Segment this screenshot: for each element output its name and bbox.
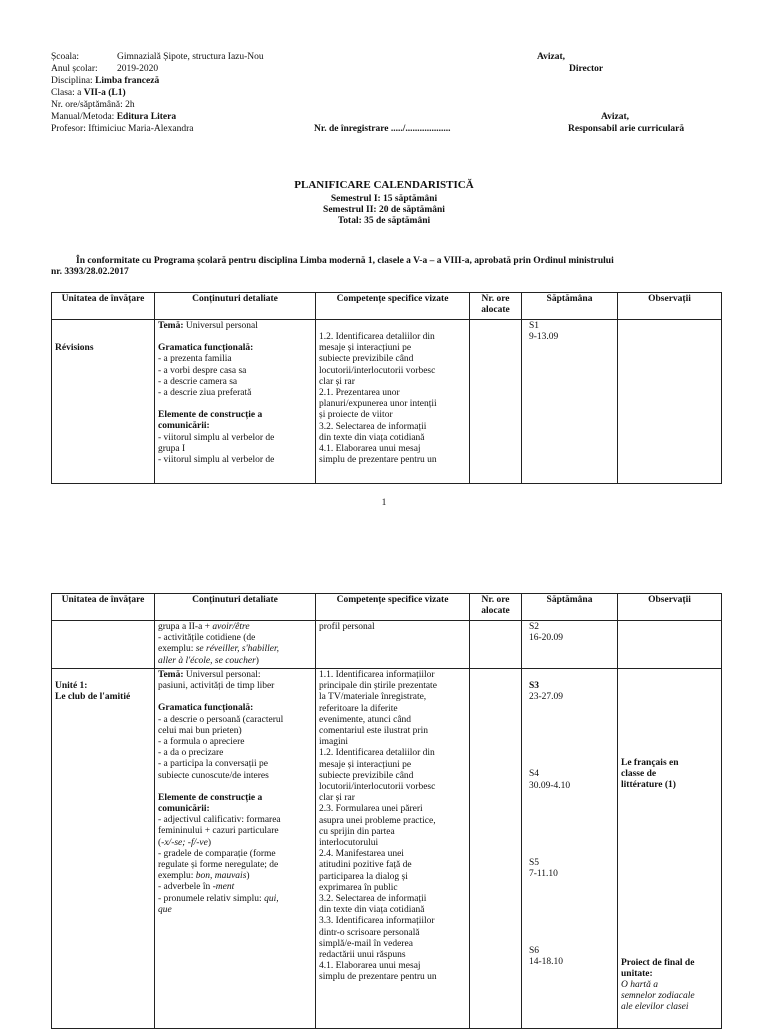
manual-value: Editura Litera xyxy=(116,112,177,122)
text-line: locutorii/interlocutorii vorbesc xyxy=(319,782,436,793)
manual-label: Manual/Metoda: xyxy=(51,112,115,122)
text-line: simplă/e-mail în vederea xyxy=(319,938,413,949)
line-text: Gramatica funcțională: xyxy=(158,703,254,714)
col-competence: Competențe specifice vizate xyxy=(316,594,470,621)
content-line xyxy=(158,715,312,726)
text-line: locutorii/interlocutorii vorbesc xyxy=(319,365,436,376)
total-weeks: Total: 35 de săptămâni xyxy=(337,216,431,226)
text-line: classe de xyxy=(621,769,657,780)
content-cell xyxy=(155,669,316,1029)
col-week: Săptămâna xyxy=(522,594,618,621)
text-line: 16-20.09 xyxy=(529,633,564,644)
intro-line-2: nr. 3393/28.02.2017 xyxy=(51,267,129,277)
content-line xyxy=(158,444,312,455)
line-text: - a participa la conversații pe xyxy=(158,759,268,770)
director-label: Director xyxy=(569,64,604,74)
discipline-label: Disciplina: xyxy=(51,76,93,86)
week-dates: 14-18.10 xyxy=(529,957,564,968)
text-line: și proiecte de viitor xyxy=(319,410,393,421)
table-header-row xyxy=(52,594,722,621)
col-hours: Nr. ore alocate xyxy=(470,594,522,621)
text-line: clar și rar xyxy=(319,793,355,804)
week-label: S5 xyxy=(529,857,540,868)
week-dates: 23-27.09 xyxy=(529,692,564,703)
text-line: dintr-o scrisoare personală xyxy=(319,927,420,938)
class-value: VII-a (L1) xyxy=(83,88,126,98)
text-line: comentariul este ilustrat prin xyxy=(319,726,428,737)
line-text: celui mai bun prieten) xyxy=(158,725,242,736)
line-text: - gradele de comparație (forme xyxy=(158,848,276,859)
content-line xyxy=(158,771,312,782)
discipline-value: Limba franceză xyxy=(95,76,160,86)
text-line: evenimente, atunci când xyxy=(319,714,412,725)
text-line: 2.3. Formularea unei păreri xyxy=(319,804,423,815)
text-line: Proiect de final de xyxy=(621,957,695,968)
content-line xyxy=(158,670,312,681)
semester-1: Semestrul I: 15 săptămâni xyxy=(330,194,438,204)
line-text: - viitorul simplu al verbelor de xyxy=(158,455,275,466)
line-text: - a vorbi despre casa sa xyxy=(158,365,247,376)
line-tail: ) xyxy=(246,871,250,882)
content-line xyxy=(158,726,312,737)
avizat-director: Avizat, xyxy=(537,52,566,62)
content-line xyxy=(158,366,312,377)
text-line: imagini xyxy=(319,737,349,748)
content-line xyxy=(158,321,312,332)
text-line: O hartă a xyxy=(621,980,658,991)
line-text: comunicării: xyxy=(158,804,210,815)
text-line: din texte din viața cotidiană xyxy=(319,905,425,916)
text-line: mesaje și interacțiuni pe xyxy=(319,343,412,354)
text-line: clar și rar xyxy=(319,376,355,387)
hours-line: Nr. ore/săptămână: 2h xyxy=(51,100,135,110)
content-cell xyxy=(155,621,316,669)
page-title: PLANIFICARE CALENDARISTICĂ xyxy=(294,179,474,191)
content-line xyxy=(158,692,312,703)
text-line: redactării unui răspuns xyxy=(319,950,406,961)
hours-cell xyxy=(470,669,522,1029)
content-line xyxy=(158,782,312,793)
table-header-row xyxy=(52,293,722,320)
text-line: S2 xyxy=(529,622,540,632)
content-line xyxy=(158,815,312,826)
line-text: grupa I xyxy=(158,443,186,454)
line-text: Elemente de construcție a xyxy=(158,410,263,421)
text-line: principale din știrile prezentate xyxy=(319,681,437,692)
year-value: 2019-2020 xyxy=(117,64,159,74)
content-line xyxy=(158,343,312,354)
line-text: femininului + cazuri particulare xyxy=(158,826,279,837)
text-line: Le français en xyxy=(621,758,679,768)
text-line: unitate: xyxy=(621,968,653,979)
line-text: regulate și forme neregulate; de xyxy=(158,860,279,871)
line-tail: ) xyxy=(207,837,212,848)
text-line: simplu de prezentare pentru un xyxy=(319,455,437,466)
text-line: ale elevilor clasei xyxy=(621,1002,689,1013)
responsabil-label: Responsabil arie curriculară xyxy=(568,124,685,134)
text-line: semnelor zodiacale xyxy=(621,991,695,1002)
content-line xyxy=(158,894,312,905)
text-line: interlocutorului xyxy=(319,838,379,849)
col-content: Conținuturi detaliate xyxy=(155,293,316,320)
obs-cell xyxy=(618,621,722,669)
content-line xyxy=(158,838,312,849)
line-italic: se réveiller, s'habiller, xyxy=(195,644,280,655)
col-week: Săptămâna xyxy=(522,293,618,320)
col-unit: Unitatea de învățare xyxy=(52,594,155,621)
line-italic: aller à l'école, se coucher xyxy=(158,655,256,666)
week-cell xyxy=(522,669,618,1029)
line-text: - a descrie ziua preferată xyxy=(158,388,252,399)
text-line: littérature (1) xyxy=(621,780,676,791)
col-obs: Observații xyxy=(618,594,722,621)
teacher-line: Profesor: Iftimiciuc Maria-Alexandra xyxy=(51,124,194,134)
planning-table-page-2 xyxy=(51,593,722,1029)
hours-cell xyxy=(470,621,522,669)
class-line xyxy=(51,88,126,99)
line-tail: ) xyxy=(255,655,259,666)
text-line: 4.1. Elaborarea unui mesaj xyxy=(319,444,421,455)
year-label: Anul școlar: xyxy=(51,64,98,74)
line-italic: avoir/être xyxy=(212,622,250,632)
text-line: 3.2. Selectarea de informații xyxy=(319,421,427,432)
unit-cell xyxy=(52,320,155,484)
text-line: asupra unei probleme practice, xyxy=(319,815,436,826)
unit-revisions: Révisions xyxy=(55,343,94,353)
text-line: 1.2. Identificarea detaliilor din xyxy=(319,332,435,342)
content-line xyxy=(158,871,312,882)
unit-cell xyxy=(52,621,155,669)
line-text: - adverbele în xyxy=(158,882,213,893)
line-italic: que xyxy=(158,904,172,915)
hours-cell xyxy=(470,320,522,484)
text-line: simplu de prezentare pentru un xyxy=(319,972,437,983)
unit-title: Unité 1: xyxy=(55,681,88,691)
week-label: S6 xyxy=(529,946,540,957)
text-line: 9-13.09 xyxy=(529,332,559,343)
line-text: grupa a II-a + xyxy=(158,622,213,632)
planning-table-page-1 xyxy=(51,292,722,484)
line-text: Temă: xyxy=(158,670,186,680)
semester-2: Semestrul II: 20 de săptămâni xyxy=(323,205,445,215)
line-text: ( xyxy=(158,837,162,848)
text-line: din texte din viața cotidiană xyxy=(319,432,425,443)
line-text: - a descrie camera sa xyxy=(158,376,238,387)
week-dates: 30.09-4.10 xyxy=(529,780,571,791)
content-line xyxy=(158,377,312,388)
class-label: Clasa: a xyxy=(51,88,82,98)
table-row xyxy=(52,669,722,1029)
week-cell xyxy=(522,621,618,669)
content-line xyxy=(158,681,312,692)
line-italic: qui, xyxy=(264,893,279,904)
line-text: exemplu: xyxy=(158,871,196,882)
registration-line: Nr. de înregistrare ...../................... xyxy=(314,124,451,134)
competence-cell xyxy=(316,320,470,484)
content-line xyxy=(158,354,312,365)
content-line xyxy=(158,622,312,633)
content-cell xyxy=(155,320,316,484)
line-text: - a da o precizare xyxy=(158,748,224,759)
text-line: 2.4. Manifestarea unei xyxy=(319,849,404,860)
col-unit: Unitatea de învățare xyxy=(52,293,155,320)
content-line xyxy=(158,737,312,748)
unit-subtitle: Le club de l'amitié xyxy=(55,692,131,703)
discipline-line xyxy=(51,76,159,87)
text-line: exprimarea în public xyxy=(319,882,398,893)
text-line: 2.1. Prezentarea unor xyxy=(319,388,400,399)
content-line xyxy=(158,882,312,893)
text-line: 4.1. Elaborarea unui mesaj xyxy=(319,961,421,972)
text-line: S1 xyxy=(529,321,540,331)
content-line xyxy=(158,633,312,644)
competence-cell xyxy=(316,669,470,1029)
text-line: participarea la dialog și xyxy=(319,871,408,882)
school-value: Gimnazială Șipote, structura Iazu-Nou xyxy=(117,52,264,62)
text-line: 1.1. Identificarea informațiilor xyxy=(319,670,435,680)
line-italic: bon, mauvais xyxy=(195,871,247,882)
line-text: - viitorul simplu al verbelor de xyxy=(158,432,275,443)
content-line xyxy=(158,410,312,421)
line-text: Elemente de construcție a xyxy=(158,792,263,803)
obs-cell xyxy=(618,320,722,484)
line-text: - a descrie o persoană (caracterul xyxy=(158,714,284,725)
content-line xyxy=(158,849,312,860)
content-line xyxy=(158,388,312,399)
content-line xyxy=(158,804,312,815)
text-line: profil personal xyxy=(319,622,375,632)
content-line xyxy=(158,421,312,432)
table-row xyxy=(52,320,722,484)
line-rest: Universul personal: xyxy=(185,670,261,680)
content-line xyxy=(158,644,312,655)
line-rest: Universul personal xyxy=(185,321,258,331)
text-line: 1.2. Identificarea detaliilor din xyxy=(319,748,435,759)
unit-cell xyxy=(52,669,155,1029)
content-line xyxy=(158,455,312,466)
school-line xyxy=(51,52,264,63)
year-line xyxy=(51,64,158,75)
week-dates: 7-11.10 xyxy=(529,869,558,880)
line-text: pasiuni, activități de timp liber xyxy=(158,681,275,692)
school-label: Școala: xyxy=(51,52,79,62)
content-line xyxy=(158,433,312,444)
line-text: Temă: xyxy=(158,321,186,331)
content-line xyxy=(158,860,312,871)
line-text: - adjectivul calificativ: formarea xyxy=(158,815,281,826)
text-line: planuri/expunerea unor intenții xyxy=(319,399,437,410)
week-label: S4 xyxy=(529,769,540,780)
content-line xyxy=(158,759,312,770)
week-label: S3 xyxy=(529,681,540,691)
line-text: exemplu: xyxy=(158,644,196,655)
manual-line xyxy=(51,112,176,123)
col-competence: Competențe specifice vizate xyxy=(316,293,470,320)
content-line xyxy=(158,748,312,759)
page-number: 1 xyxy=(381,498,387,508)
col-content: Conținuturi detaliate xyxy=(155,594,316,621)
text-line: mesaje și interacțiuni pe xyxy=(319,759,412,770)
text-line: subiecte previzibile când xyxy=(319,354,414,365)
content-line xyxy=(158,703,312,714)
content-line xyxy=(158,656,312,667)
line-italic: -x/-se; -f/-ve xyxy=(161,837,208,848)
content-line xyxy=(158,399,312,410)
spacer xyxy=(319,321,466,332)
text-line: 3.2. Selectarea de informații xyxy=(319,894,427,905)
text-line: subiecte previzibile când xyxy=(319,770,414,781)
content-line xyxy=(158,793,312,804)
line-text: subiecte cunoscute/de interes xyxy=(158,770,269,781)
content-line xyxy=(158,332,312,343)
line-text: - pronumele relativ simplu: xyxy=(158,893,265,904)
line-text: Gramatica funcțională: xyxy=(158,343,254,354)
avizat-responsabil: Avizat, xyxy=(601,112,630,122)
obs-cell xyxy=(618,669,722,1029)
text-line: cu sprijin din partea xyxy=(319,826,395,837)
intro-line-1: În conformitate cu Programa școlară pentru disciplina Limba modernă 1, clasele a V-a – a VIII-a, aprobată prin Ordinul ministrului xyxy=(76,256,614,266)
table-row xyxy=(52,621,722,669)
text-line: 3.3. Identificarea informațiilor xyxy=(319,916,435,927)
week-cell xyxy=(522,320,618,484)
line-text: - a formula o apreciere xyxy=(158,737,245,748)
col-hours: Nr. ore alocate xyxy=(470,293,522,320)
col-obs: Observații xyxy=(618,293,722,320)
line-text: - activitățile cotidiene (de xyxy=(158,633,256,644)
content-line xyxy=(158,826,312,837)
line-italic: -ment xyxy=(212,882,235,893)
text-line: referitoare la diferite xyxy=(319,703,398,714)
text-line: atitudini pozitive față de xyxy=(319,860,412,871)
text-line: la TV/materiale înregistrate, xyxy=(319,692,427,703)
competence-cell xyxy=(316,621,470,669)
content-line xyxy=(158,905,312,916)
line-text: - a prezenta familia xyxy=(158,354,232,365)
line-text: comunicării: xyxy=(158,421,210,432)
